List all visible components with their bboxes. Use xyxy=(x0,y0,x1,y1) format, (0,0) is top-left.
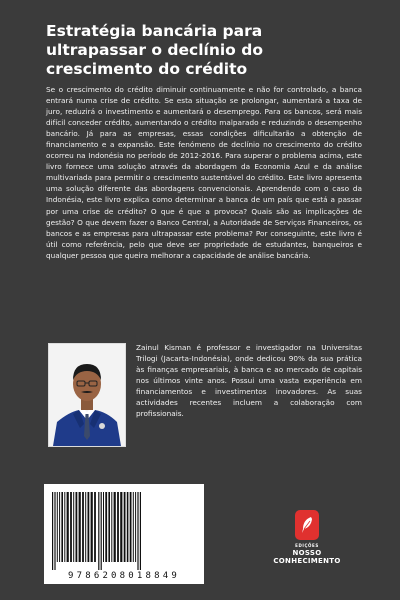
barcode-bar xyxy=(91,492,93,562)
barcode-bar xyxy=(127,492,129,562)
barcode-bar xyxy=(108,492,110,562)
barcode-bar xyxy=(73,492,74,562)
barcode-bar xyxy=(82,492,84,562)
publisher-block xyxy=(262,510,352,565)
author-photo xyxy=(48,343,126,447)
barcode-bar xyxy=(140,492,141,570)
barcode-bar xyxy=(70,492,72,562)
barcode-bar xyxy=(94,492,96,562)
book-title: Estratégia bancária para ultrapassar o declínio do crescimento do crédito xyxy=(46,22,263,78)
barcode-bar xyxy=(120,492,122,562)
barcode-bar xyxy=(137,492,138,570)
barcode-bar xyxy=(54,492,55,570)
barcode-bar xyxy=(105,492,107,562)
barcode-bar xyxy=(57,492,58,562)
barcode-bar xyxy=(101,492,102,570)
barcode-bar xyxy=(133,492,134,562)
barcode-bar xyxy=(117,492,119,562)
barcode-bar xyxy=(64,492,65,562)
barcode-bar xyxy=(52,492,53,570)
barcode-bar xyxy=(114,492,116,562)
barcode-bar xyxy=(124,492,126,562)
barcode-bar xyxy=(130,492,132,562)
barcode-bars xyxy=(44,484,204,584)
barcode-bar xyxy=(79,492,81,562)
author-portrait-illustration xyxy=(49,344,125,446)
barcode-bar xyxy=(76,492,78,562)
isbn-number: 9786208018849 xyxy=(67,571,181,581)
publisher-small-label: EDIÇÕES xyxy=(295,543,319,548)
book-blurb: Se o crescimento do crédito diminuir continuamente e não for controlado, a banca entrará numa crise de crédito. Se esta situação se prolongar, aumentará a taxa de juro, reduzirá o investimento e aumentará o desemprego. Para os bancos, será mais difícil conceder crédito, aumentando o crédito malparado e reduzindo o desempenho bancário. Já para as empresas, essas condições dificultarão a obtenção de financiamento e a expansão. Este fenómeno de declínio no crescimento do crédito ocorreu na Indonésia no período de 2012-2016. Para superar o problema acima, este livro fornece uma solução através da abordagem da Economia Azul e da análise multivariada para permitir o crescimento sustentável do crédito. Este livro apresenta uma solução diferente das abordagens convencionais. Aprendendo com o caso da Indonésia, este livro explica como determinar a banca de um país que está a passar por uma crise de crédito? O que é que a provoca? Quais são as implicações de gestão? O que devem fazer o Banco Central, a Autoridade de Serviços Financeiros, os bancos e as empresas para ultrapassar este problema? Por conseguinte, este livro é útil como referência, pelo que deve ser propriedade de estudantes, banqueiros e qualquer pessoa que queira melhorar a capacidade de análise bancária. xyxy=(46,85,362,260)
publisher-logo-icon xyxy=(295,510,319,540)
isbn-barcode xyxy=(44,484,204,584)
barcode-bar xyxy=(135,492,136,562)
barcode-bar xyxy=(67,492,69,562)
barcode-bar xyxy=(85,492,86,562)
barcode-bar xyxy=(111,492,112,562)
barcode-bar xyxy=(98,492,99,570)
feather-icon xyxy=(300,516,314,534)
author-bio: Zainul Kisman é professor e investigador na Universitas Trilogi (Jacarta-Indonésia), onde dedicou 90% da sua prática às finanças empresariais, à banca e ao mercado de capitais nos últimos vinte anos. Possui uma vasta experiência em financiamentos e investimentos inovadores. As suas actividades recentes incluem a colaboração com profissionais. xyxy=(136,343,362,419)
barcode-bar xyxy=(103,492,104,562)
publisher-name: NOSSO CONHECIMENTO xyxy=(273,549,341,565)
barcode-bar xyxy=(59,492,60,562)
barcode-bar xyxy=(61,492,63,562)
barcode-bar xyxy=(88,492,90,562)
